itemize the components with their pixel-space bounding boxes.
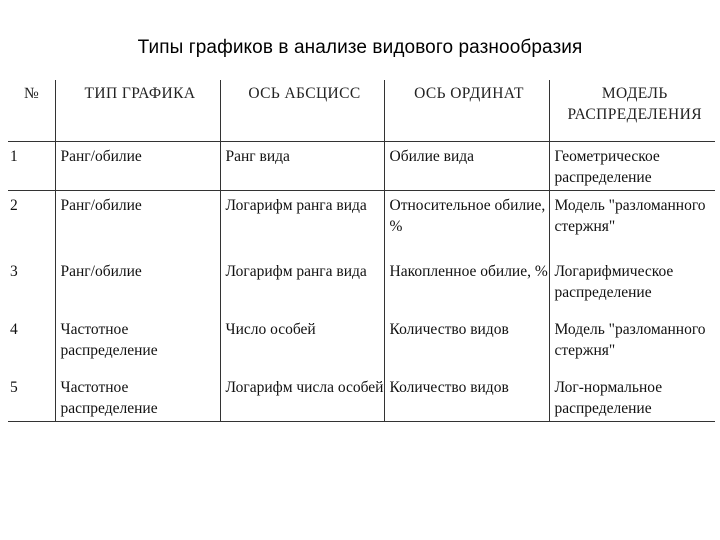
header-y-axis: ОСЬ ОРДИНАТ: [384, 80, 549, 142]
row-number: 3: [10, 263, 18, 280]
header-distribution-model: МОДЕЛЬ РАСПРЕДЕЛЕНИЯ: [549, 80, 715, 142]
row-x-axis: Логарифм ранга вида: [220, 257, 384, 315]
graph-types-table: [8, 80, 715, 422]
row-graph-type: Частотное распределение: [55, 315, 220, 373]
row-graph-type: Частотное распределение: [55, 373, 220, 422]
row-x-axis: Число особей: [220, 315, 384, 373]
row-x-axis: Логарифм числа особей: [220, 373, 384, 422]
row-distribution-model: Модель "разломанного стержня": [549, 315, 715, 373]
table-row: [8, 191, 715, 258]
table-row: [8, 315, 715, 373]
row-y-axis: Обилие вида: [384, 142, 549, 191]
row-number: 4: [10, 321, 18, 338]
header-number: №: [8, 80, 55, 142]
row-x-axis: Логарифм ранга вида: [220, 191, 384, 258]
table-header-row: [8, 80, 715, 142]
row-distribution-model: Геометрическое распределение: [549, 142, 715, 191]
table-row: [8, 373, 715, 422]
table-row: [8, 142, 715, 191]
row-number: 5: [8, 373, 55, 422]
row-y-axis: Относительное обилие, %: [384, 191, 549, 258]
row-x-axis: Ранг вида: [220, 142, 384, 191]
row-y-axis: Накопленное обилие, %: [384, 257, 549, 315]
row-distribution-model: Лог-нормальное распределение: [549, 373, 715, 422]
header-x-axis: ОСЬ АБСЦИСС: [220, 80, 384, 142]
row-graph-type: Ранг/обилие: [55, 142, 220, 191]
row-y-axis: Количество видов: [384, 373, 549, 422]
row-number: 1: [8, 142, 55, 191]
row-distribution-model: Логарифмическое распределение: [549, 257, 715, 315]
row-y-axis: Количество видов: [384, 315, 549, 373]
row-distribution-model: Модель "разломанного стержня": [549, 191, 715, 258]
row-graph-type: Ранг/обилие: [55, 191, 220, 258]
row-number: 2: [10, 197, 18, 214]
table-row: [8, 257, 715, 315]
slide-title: Типы графиков в анализе видового разнообразия: [137, 37, 583, 58]
row-graph-type: Ранг/обилие: [55, 257, 220, 315]
header-graph-type: ТИП ГРАФИКА: [55, 80, 220, 142]
